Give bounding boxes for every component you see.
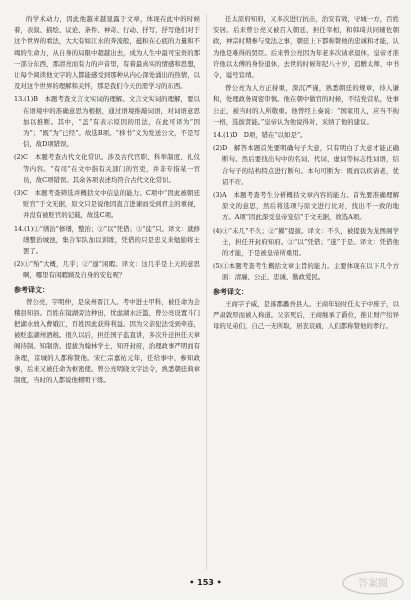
left-column bbox=[14, 14, 200, 570]
text-paragraph: 14.(1)D D项，错在“以如是”。 bbox=[213, 131, 307, 140]
text-paragraph: (5)①本题考查考生概括文章主旨的能力。主要体现在以下几个方面：清廉、公正、忠诚、勤政爱民。 bbox=[213, 262, 399, 282]
section-heading: 参考译文： bbox=[14, 285, 49, 294]
page-number: • 153 • bbox=[189, 578, 222, 587]
text-paragraph: 曾公亮为人方正持重，深沉严谨，熟悉朝廷的规章，待人谦和，处理政务周密审慎。他在朝中做官的时候，不结党营私，处事公正，被当时的人所敬重。他曾经上奏说：“国家用人，应当不拘一格，选拔贤能。”皇帝认为他说得对，采纳了他的建议。 bbox=[213, 84, 399, 126]
two-column-body bbox=[14, 14, 399, 570]
text-paragraph: 13.(1)B 本题考查文言文实词的理解。文言文实词的理解，要以在语境中的准确意思为根据，通过语境推敲词语，对词语意思加以推断。其中，“盖”有表示原因的用法，在此可译为“因为”；“既”为“已经”。故选B项。“移书”义为发送公文，不是写信，故D项错误。 bbox=[14, 95, 200, 149]
text-paragraph: (3)C 本题考查筛选并概括文中信息的能力。C项中“因此被朝廷贬官”于文无据，原文只是说他因直言进谏而受到君主的重视，并没有被贬官的记载，故选C项。 bbox=[14, 189, 200, 220]
text-paragraph: 任太原府知府，又多次进行抗击，治安有效，守城一方，百姓安居。后来曾公亮又被召入朝廷，担任宰相，和韩琦共同辅佐朝政，神宗时期参与变法之事，朝廷上下都称赞他的忠诚和才能，认为他是难得的贤臣。后来曾公亮因为年老多次请求退休，皇帝才准许他以太傅的身份退休，去世的时候年纪八十岁，追赠太师、中书令，谥号宣靖。 bbox=[213, 15, 399, 80]
text-paragraph: 曾公亮，字明仲，是泉州晋江人。考中进士甲科，被任命为会稽县知县。百姓在镜湖旁边种田，忧虑湖水泛滥，曾公亮设置斗门把湖水放入曹娥江，百姓因此获得利益。因为父亲犯法受到牵连，被贬监湖州酒税。很久以后，担任国子监直讲，多次升迁担任天章阁待制、知制诰。提拔为翰林学士，知开封府，治理政事严明而有条理，京城的人都称赞他。宋仁宗嘉祐元年，任给事中、参知政事，后来又被任命为枢密使。曾公亮明晓文字法令，熟悉朝廷典章制度，当时的人都说他精明干练。 bbox=[14, 297, 200, 385]
text-paragraph: (3)A 本题考查考生分析概括文章内容的能力。首先要准确理解原文的意思，然后将选项与原文进行比对，找出不一致的地方。A项“因此深受皇帝宠信”于文无据，故选A项。 bbox=[213, 191, 399, 222]
section-heading: 参考译文： bbox=[213, 287, 248, 296]
right-column bbox=[213, 14, 399, 570]
text-paragraph: (4)①“未几”不久；②“擢”提拔。译文：不久，被提拔为龙图阁学士，担任开封府知府。②“以”凭借；“遂”于是。译文：凭借他的才能，于是被皇帝所重用。 bbox=[213, 226, 399, 258]
text-paragraph: 14.(1)①“缮治”修缮，整治；②“以”凭借；③“徒”只。译文：就修缮整治城池，集合军队加以训练，凭借的只是忠义来勉励将士罢了。 bbox=[14, 224, 200, 256]
watermark-logo bbox=[341, 570, 405, 596]
watermark-text: 答案圈 bbox=[358, 578, 388, 590]
column-divider bbox=[206, 14, 207, 570]
text-paragraph: 王商字子威，是涿郡蠡吾县人。王商年轻时任太子中庶子，以严肃敦厚而被人称道。父亲死后，王商继承了爵位，推让财产给异母的兄弟们，自己一无所取，居丧哀痛，人们都称赞他的孝行。 bbox=[213, 299, 399, 331]
text-paragraph: (2)C 本题考查古代文化常识。涉及古代官职、科举制度、礼仪等内容。“有司”在文中指有关部门的官吏，并非专指某一官员，故C项错误。其余各项表述均符合古代文化常识。 bbox=[14, 153, 200, 184]
text-paragraph: (2)①“殆”大概，几乎；②“遑”闲暇。译文：这几乎是上天的意思啊，哪里有闲暇顾及自身的安危呢？ bbox=[14, 260, 200, 280]
text-paragraph: (2)D 解答本题首先要明确句子大意，只有明白了大意才能正确断句。然后要找出句中的名词、代词、虚词等标志性词语，结合句子的结构特点进行断句。本句可断为：既而以疾请老，优诏不许。 bbox=[213, 144, 399, 186]
text-paragraph: 的学术动力，因此他越来越显露于文章，体现在此中的时候着，表叙、描绘、议论、条件、神奇、行动、抒写，抒写他们对于这个世界的看法，大大有如江水的奔流般，蕴积在心底的力量和不竭的生命力，从自身的局限中超越出去，成为人生中最可宝贵的那一部分东西，那清亮而有力的声音里，有着最真实的情感和思想，让每个阅读他文字的人都能感受到那种从内心深处涌出的热情，以及对这个世界的理解和关怀，那是我们今天仍需学习的东西。 bbox=[14, 15, 200, 91]
